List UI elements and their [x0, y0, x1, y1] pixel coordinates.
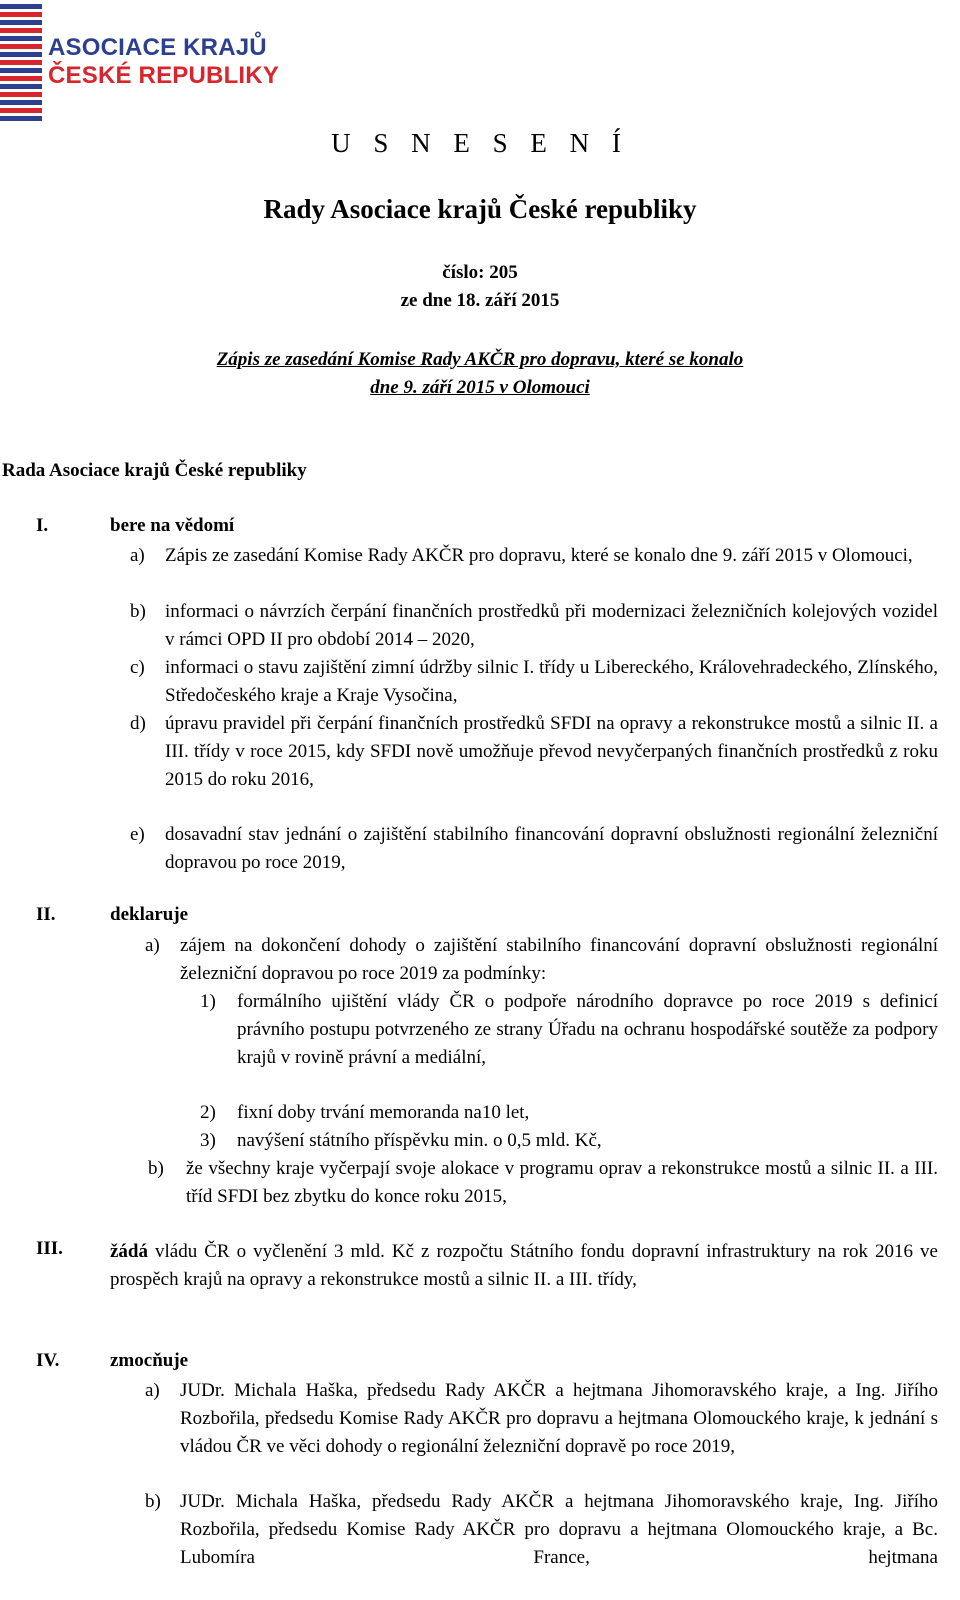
section-3-number: III. [36, 1238, 63, 1259]
section-1-item-e: e) dosavadní stav jednání o zajištění stabilního financování dopravní obslužnosti regionální železniční dopravou po roce 2019, [130, 824, 938, 873]
section-2-number: II. [36, 904, 56, 925]
section-4-item-a: a) JUDr. Michala Haška, předsedu Rady AKČR a hejtmana Jihomoravského kraje, a Ing. Jiřího Rozbořila, předsedu Komise Rady AKČR pro dopravu a hejtmana Olomouckého kraje, k jednání s vládou ČR ve věci dohody o regionální železniční dopravě po roce 2019, [145, 1380, 938, 1457]
resolution-topic [0, 346, 960, 402]
section-3-text: žádá vládu ČR o vyčlenění 3 mld. Kč z rozpočtu Státního fondu dopravní infrastruktury na rok 2016 ve prospěch krajů na opravy a rekonstrukce mostů a silnic II. a III. třídy, [110, 1241, 938, 1290]
section-1-item-d: d) úpravu pravidel při čerpání finančních prostředků SFDI na opravy a rekonstrukce mostů a silnic II. a III. třídy v roce 2015, kdy SFDI nově umožňuje převod nevyčerpaných finančních prostředků z roku 2015 do roku 2016, [130, 713, 938, 790]
section-4-heading: zmocňuje [110, 1350, 189, 1371]
section-1-item-b: b) informaci o návrzích čerpání finančních prostředků při modernizaci železničních kolejových vozidel v rámci OPD II pro období 2014 – 2020, [130, 601, 938, 650]
section-1-heading: bere na vědomí [110, 515, 235, 536]
topic-line-1: Zápis ze zasedání Komise Rady AKČR pro dopravu, které se konalo [216, 349, 744, 370]
logo-line-1: ASOCIACE KRAJŮ [48, 34, 267, 61]
section-4-item-b: b) JUDr. Michala Haška, předsedu Rady AKČR a hejtmana Jihomoravského kraje, Ing. Jiřího Rozbořila, předsedu Komise Rady AKČR pro dopravu a hejtmana Olomouckého kraje, a Bc. Lubomíra France, hejtmana [145, 1491, 938, 1568]
section-2-heading: deklaruje [110, 904, 189, 925]
section-2-item-a2: 2) fixní doby trvání memoranda na10 let, [200, 1102, 530, 1123]
association-logo [0, 0, 280, 130]
section-1-item-c: c) informaci o stavu zajištění zimní údržby silnic I. třídy u Libereckého, Královehradeckého, Zlínského, Středočeského kraje a Kraje Vysočina, [130, 657, 938, 706]
resolution-date: ze dne 18. září 2015 [400, 290, 560, 311]
intro-line: Rada Asociace krajů České republiky [2, 460, 307, 481]
section-2-item-a: a) zájem na dokončení dohody o zajištění stabilního financování dopravní obslužnosti regionální železniční dopravou po roce 2019 za podmínky: [145, 935, 938, 984]
section-2-item-a1: 1) formálního ujištění vlády ČR o podpoře národního dopravce po roce 2019 s definicí právního postupu potvrzeného ze strany Úřadu na ochranu hospodářské soutěže za podpory krajů v rovině právní a mediální, [200, 991, 938, 1068]
logo-stripes [0, 4, 42, 124]
section-3-heading: žádá [110, 1241, 148, 1262]
document-title: U S N E S E N Í [331, 128, 629, 158]
logo-text [48, 34, 279, 90]
section-2-item-b: b) že všechny kraje vyčerpají svoje alokace v programu oprav a rekonstrukce mostů a silnic II. a III. tříd SFDI bez zbytku do konce roku 2015, [148, 1158, 938, 1207]
logo-line-2: ČESKÉ REPUBLIKY [48, 62, 280, 89]
section-1-number: I. [36, 515, 49, 536]
topic-line-2: dne 9. září 2015 v Olomouci [370, 377, 590, 398]
resolution-number: číslo: 205 [442, 262, 518, 283]
section-4-number: IV. [36, 1350, 60, 1371]
document-subtitle: Rady Asociace krajů České republiky [263, 194, 697, 224]
section-2-item-a3: 3) navýšení státního příspěvku min. o 0,5 mld. Kč, [200, 1130, 602, 1151]
section-1-item-a: a) Zápis ze zasedání Komise Rady AKČR pro dopravu, které se konalo dne 9. září 2015 v Olomouci, [130, 545, 913, 566]
